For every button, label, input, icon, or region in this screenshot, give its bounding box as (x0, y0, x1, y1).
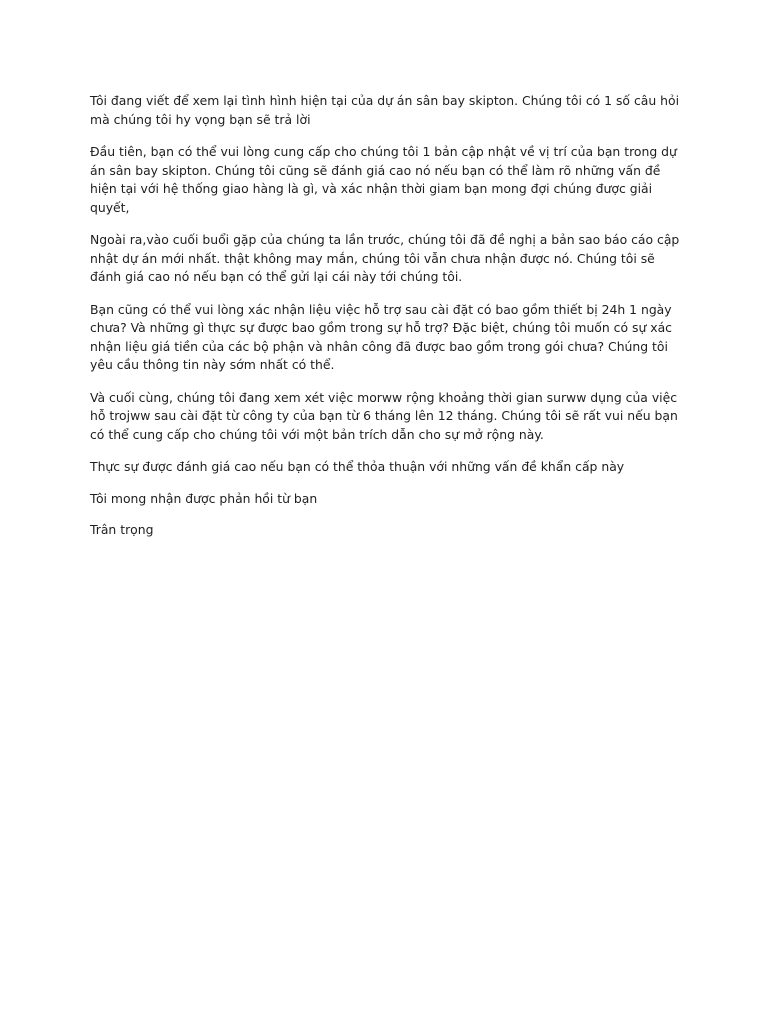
paragraph-signoff: Trân trọng (90, 522, 154, 537)
letter-body (90, 92, 680, 554)
paragraph-intro: Tôi đang viết để xem lại tình hình hiện tại của dự án sân bay skipton. Chúng tôi có 1 số câu hỏi mà chúng tôi hy vọng bạn sẽ trả lời (90, 93, 680, 127)
paragraph-report-request: Ngoài ra,vào cuối buổi gặp của chúng ta lần trước, chúng tôi đã đề nghị a bản sao báo cáo cập nhật dự án mới nhất. thật không may mắn, chúng tôi vẫn chưa nhận được nó. Chúng tôi sẽ đánh giá cao nó nếu bạn có thể gửi lại cái này tới chúng tôi. (90, 232, 680, 284)
paragraph-appreciation: Thực sự được đánh giá cao nếu bạn có thể thỏa thuận với những vấn đề khẩn cấp này (90, 459, 625, 474)
paragraph-closing: Tôi mong nhận được phản hồi từ bạn (90, 490, 318, 506)
paragraph-first-request: Đầu tiên, bạn có thể vui lòng cung cấp cho chúng tôi 1 bản cập nhật về vị trí của bạn trong dự án sân bay skipton. Chúng tôi cũng sẽ đánh giá cao nó nếu bạn có thể làm rõ những vấn đề hiện tại với hệ thống giao hàng là gì, và xác nhận thời giam bạn mong đợi chúng được giải quyết, (90, 144, 677, 215)
paragraph-extension-request: Và cuối cùng, chúng tôi đang xem xét việc morww rộng khoảng thời gian surww dụng của việc hỗ trojww sau cài đặt từ công ty của bạn từ 6 tháng lên 12 tháng. Chúng tôi sẽ rất vui nếu bạn có thể cung cấp cho chúng tôi với một bản trích dẫn cho sự mở rộng này. (90, 389, 678, 442)
paragraph-support-question: Bạn cũng có thể vui lòng xác nhận liệu việc hỗ trợ sau cài đặt có bao gồm thiết bị 24h 1 ngày chưa? Và những gì thực sự được bao gồm trong sự hỗ trợ? Đặc biệt, chúng tôi muốn có sự xác nhận liệu giá tiền của các bộ phận và nhân công đã được bao gồm trong gói chưa? Chúng tôi yêu cầu thông tin này sớm nhất có thể. (90, 301, 672, 372)
